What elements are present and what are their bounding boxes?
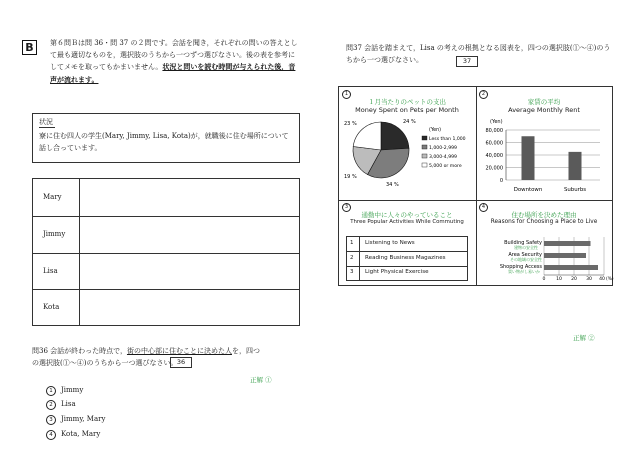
pie-label: 19 % [344,174,357,180]
reasons-bar [544,253,586,258]
category-label-ja: 建物の安全性 [514,245,538,250]
activity-row [347,251,467,267]
rent-gridlines [506,130,600,180]
section-mark: B [25,41,34,54]
q36-option-2[interactable] [46,399,166,411]
q36-text-underlined: 街の中心部に住むことに決めた人 [126,347,232,355]
q37-answer: 正解 ② [573,334,595,342]
pie-label: 23 % [344,121,357,127]
panel-3[interactable] [339,201,475,285]
option-number-circle: 4 [46,430,56,440]
q36-answer-box-number: 36 [176,358,186,366]
panel-number: 3 [342,203,351,212]
memo-name: Mary [43,193,62,201]
category-label-ja: 買い物がし易いか [508,269,540,274]
category-label-en: Area Security [508,252,542,258]
y-tick-label: 80,000 [485,128,503,134]
rent-bars [522,136,582,180]
reasons-x-ticks [543,276,614,282]
category-label-ja: その地域の安全性 [510,257,542,262]
q36-prompt [32,346,260,369]
panel-title-ja: 家賃の平均 [527,98,561,106]
pie-legend [422,136,466,169]
option-text: Kota, Mary [61,430,101,438]
situation-text: 寮に住む四人の学生(Mary, Jimmy, Lisa, Kota)が，就職後に住む場所について話し合っています。 [39,132,289,152]
q37-answer-box[interactable] [456,56,478,67]
memo-row-3[interactable] [33,253,299,290]
pie-label: 24 % [403,119,416,125]
y-tick-label: 60,000 [485,140,503,147]
panel-number: 2 [479,90,488,99]
panel-number: 1 [342,90,351,99]
activity-row [347,266,467,280]
legend-label: 5,000 or more [429,164,462,169]
activity-row [347,237,467,252]
q36-option-3[interactable] [46,414,166,426]
pie-label: 34 % [386,182,399,188]
instructions-underlined: 状況と問いを読む時間が与えられた後，音声が流れます。 [50,62,296,84]
panel-title-ja: 住む場所を決めた理由 [511,211,577,219]
option-number-circle: 1 [46,386,56,396]
pie-slices [353,122,409,178]
panel-title-en: Money Spent on Pets per Month [355,106,459,114]
x-tick-label: 40 [599,277,605,282]
panel-title-en: Average Monthly Rent [508,106,580,114]
q37-range-end: ④ [586,44,594,52]
q36-answer: 正解 ① [250,376,272,384]
q37-range-start: ① [572,44,580,52]
x-tick-label: 0 [542,277,546,282]
rent-bar [522,136,535,180]
section-mark-box [22,40,37,55]
option-number-circle: 3 [46,415,56,425]
q36-answer-box[interactable] [170,357,192,368]
panel-title-en: Three Popular Activities While Commuting [350,219,464,225]
rent-bar [569,152,582,180]
q37-number: 問37 [346,44,362,52]
activity-number: 1 [350,240,354,246]
legend-swatch [422,145,427,149]
legend-label: 3,000-4,999 [429,155,457,160]
q36-number: 問36 [32,347,48,355]
panel-2[interactable] [476,87,612,199]
activity-number: 2 [350,255,354,261]
pie-slice [381,122,409,150]
x-tick-label: 30 [586,277,592,282]
panel-title-ja: 通勤中に人々のやっていること [361,211,453,219]
memo-name: Kota [43,303,60,311]
legend-swatch [422,136,427,140]
y-tick-label: 0 [499,178,503,184]
q36-option-4[interactable] [46,429,166,441]
x-tick-label: 20 [571,277,577,282]
legend-swatch [422,154,427,158]
legend-label: Less than 1,000 [429,137,466,142]
option-text: Jimmy [61,386,84,394]
memo-row-2[interactable] [33,216,299,254]
reasons-bars [544,241,598,270]
x-tick-label: 10 [556,277,562,282]
q36-option-1[interactable] [46,385,166,397]
panel-4[interactable] [476,201,612,285]
panel-title-ja: １月当たりのペットの支出 [368,98,446,106]
memo-name: Lisa [43,267,58,275]
memo-row-1[interactable] [33,179,299,217]
instructions [50,38,300,86]
rent-y-ticks [486,128,504,184]
instructions-text: 第６問Ｂは問 36・問 37 の２問です。会話を聞き，それぞれの問いの答えとして最も適切なものを，選択肢のうちから一つずつ選びなさい。後の表を参考にしてメモを取ってもかまいません。 [50,39,298,71]
legend-label: 1,000-2,999 [429,146,457,151]
memo-name: Jimmy [43,230,66,238]
category-label-en: Shopping Access [499,264,542,270]
q37-prompt: 問37 会話を踏まえて，Lisa の考えの根拠となる図表を，四つの選択肢(①～④)のうちから一つ選びなさい。 [346,44,611,64]
panel-number: 4 [479,203,488,212]
q36-text-c: を，四つの選択肢(①～④)のうちから一つ選びなさい。 [32,347,260,367]
memo-row-4[interactable] [33,289,299,325]
pie-chart [339,117,475,199]
q37-answer-box-number: 37 [462,57,472,65]
option-text: Jimmy, Mary [61,415,106,423]
y-tick-label: 20,000 [485,165,503,172]
legend-swatch [422,163,427,167]
reasons-bar [544,265,598,270]
reasons-bar-chart [476,227,612,285]
x-axis-unit: (%) [606,277,614,282]
activities-table [346,236,468,281]
rent-bar-chart [476,115,612,199]
activity-text: Reading Business Magazines [365,255,446,261]
y-axis-unit: (Yen) [490,119,503,125]
x-category-label: Downtown [513,187,543,193]
pie-slice [353,122,381,150]
q37-text-a: 会話を踏まえて，Lisa の考えの根拠となる図表を，四つの選択肢( [364,44,573,52]
situation-box [32,113,300,163]
option-number-circle: 2 [46,400,56,410]
x-category-label: Suburbs [563,187,587,193]
category-label-en: Building Safety [504,240,542,246]
panel-title-en: Reasons for Choosing a Place to Live [490,219,598,225]
q36-text-a: 会話が終わった時点で， [50,347,127,355]
situation-label: 状況 [39,118,53,126]
activity-text: Light Physical Exercise [365,269,429,275]
option-text: Lisa [61,400,76,408]
y-tick-label: 40,000 [485,153,503,159]
activity-number: 3 [350,269,354,275]
panel-1[interactable] [339,87,475,199]
reasons-bar [544,241,591,246]
legend-title: (Yen) [429,128,442,133]
memo-table [32,178,300,326]
situation-label-underline [39,127,55,128]
activity-text: Listening to News [365,240,415,246]
reasons-category-labels [500,240,543,274]
q37-text-c: )のうちから一つ選びなさい。 [346,44,611,64]
